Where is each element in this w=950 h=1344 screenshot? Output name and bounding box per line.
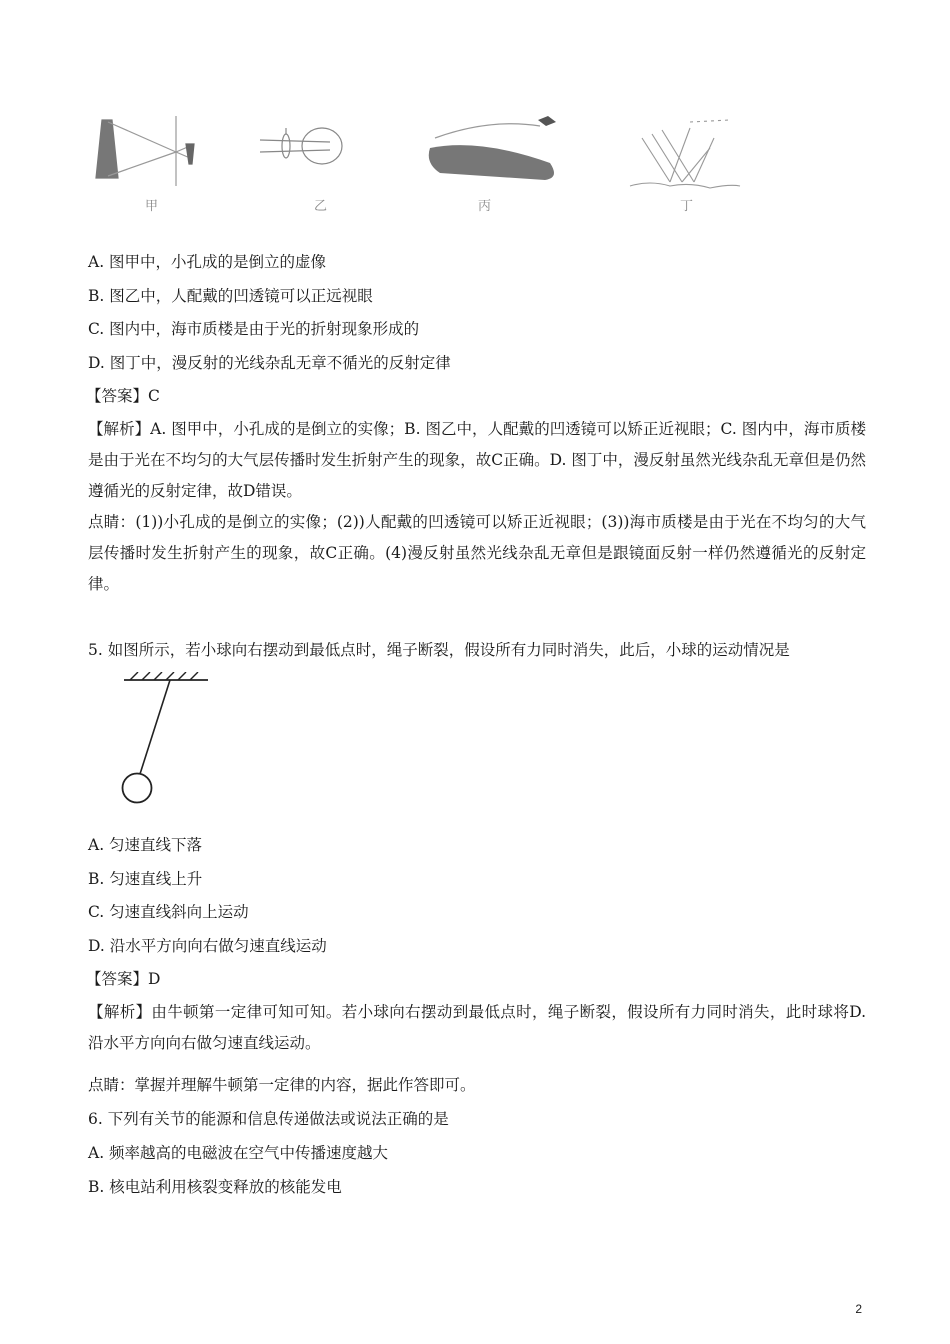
optics-figures [90, 108, 750, 218]
q4-analysis: 【解析】A. 图甲中，小孔成的是倒立的实像；B. 图乙中，人配戴的凹透镜可以矫正近视眼；C. 图内中，海市质楼是由于光在不均匀的大气层传播时发生折射产生的现象，故C正确。D. 图丁中，漫反射虽然光线杂乱无章但是仍然遵循光的反射定律，故D错误。 [88, 420, 866, 500]
q5-answer: 【答案】D [86, 970, 161, 988]
q4-option-b: B. 图乙中，人配戴的凹透镜可以正远视眼 [88, 287, 373, 305]
q4-option-a: A. 图甲中，小孔成的是倒立的虚像 [88, 253, 327, 271]
q5-stem: 5. 如图所示，若小球向右摆动到最低点时，绳子断裂，假设所有力同时消失，此后，小球的运动情况是 [88, 641, 790, 659]
figure-bing [429, 116, 556, 180]
figure-yi [260, 128, 342, 164]
q5-comment: 点睛：掌握并理解牛顿第一定律的内容，据此作答即可。 [88, 1076, 476, 1094]
q6-option-b: B. 核电站利用核裂变释放的核能发电 [88, 1178, 342, 1196]
figure-ding [630, 120, 740, 188]
q5-analysis: 【解析】由牛顿第一定律可知可知。若小球向右摆动到最低点时，绳子断裂，假设所有力同时消失，此时球将D. 沿水平方向向右做匀速直线运动。 [88, 1003, 866, 1052]
figure-label-jia: 甲 [145, 199, 159, 214]
figure-label-yi: 乙 [314, 199, 328, 214]
figure-label-bing: 丙 [478, 199, 492, 214]
page-number: 2 [855, 1302, 862, 1316]
q4-option-c: C. 图内中，海市质楼是由于光的折射现象形成的 [88, 320, 420, 338]
q5-option-d: D. 沿水平方向向右做匀速直线运动 [88, 937, 327, 955]
q4-option-d: D. 图丁中，漫反射的光线杂乱无章不循光的反射定律 [88, 354, 451, 372]
q6-stem: 6. 下列有关节的能源和信息传递做法或说法正确的是 [88, 1110, 449, 1128]
q5-option-c: C. 匀速直线斜向上运动 [88, 903, 249, 921]
q6-option-a: A. 频率越高的电磁波在空气中传播速度越大 [88, 1144, 389, 1162]
q4-comment: 点睛：(1))小孔成的是倒立的实像；(2))人配戴的凹透镜可以矫正近视眼；(3))海市质楼是由于光在不均匀的大气层传播时发生折射产生的现象，故C正确。(4)漫反射虽然光线杂乱无章但是跟镜面反射一样仍然遵循光的反射定律。 [88, 513, 866, 593]
q5-option-b: B. 匀速直线上升 [88, 870, 203, 888]
pendulum-figure [118, 672, 218, 807]
figure-label-ding: 丁 [680, 199, 694, 214]
q5-option-a: A. 匀速直线下落 [88, 836, 203, 854]
figure-jia [96, 116, 194, 186]
q4-answer: 【答案】C [86, 387, 160, 405]
